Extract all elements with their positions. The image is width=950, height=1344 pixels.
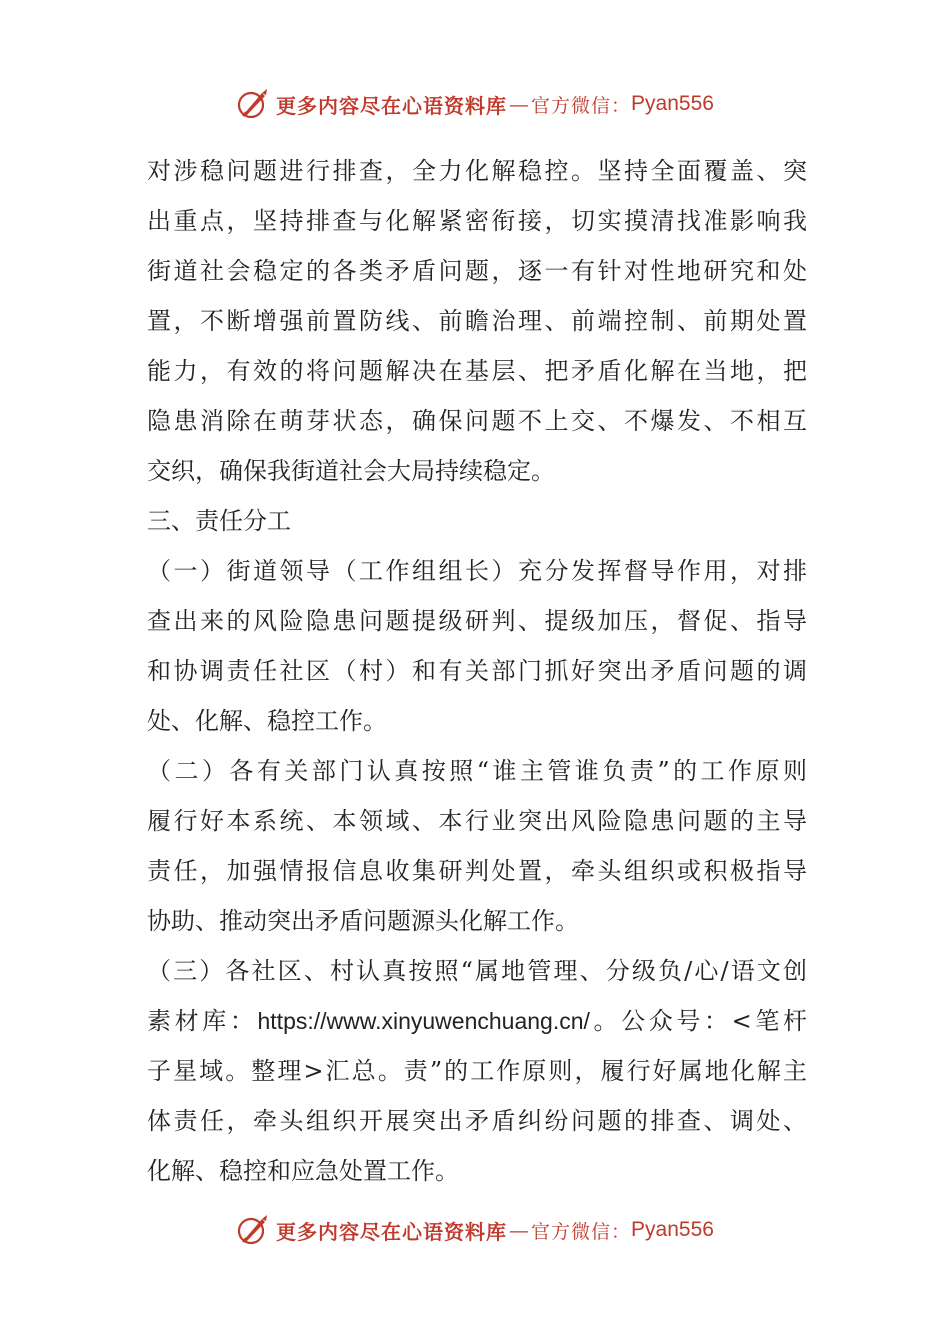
watermark-wechat-id: Pyan556 — [631, 92, 714, 115]
quill-pen-logo-icon — [236, 1213, 270, 1247]
quill-pen-logo-icon — [236, 87, 270, 121]
header-watermark — [0, 84, 950, 124]
text-line: 出重点，坚持排查与化解紧密衔接，切实摸清找准影响我 — [147, 207, 807, 235]
text-line: （三）各社区、村认真按照“属地管理、分级负/心/语文创 — [147, 957, 807, 985]
text-line: 化解、稳控和应急处置工作。 — [147, 1157, 459, 1185]
watermark-brand-text: 更多内容尽在心语资料库 — [276, 1219, 508, 1244]
watermark-dash: — — [509, 1218, 530, 1242]
text-line: 体责任，牵头组织开展突出矛盾纠纷问题的排查、调处、 — [147, 1107, 807, 1135]
text-line: （二）各有关部门认真按照“谁主管谁负责”的工作原则 — [147, 757, 807, 785]
text-line: 街道社会稳定的各类矛盾问题，逐一有针对性地研究和处 — [147, 257, 807, 285]
source-url-link[interactable]: https://www.xinyuwenchuang.cn/ — [257, 1008, 590, 1034]
section-heading: 三、责任分工 — [147, 507, 291, 535]
watermark-wechat-id: Pyan556 — [631, 1218, 714, 1241]
text-line: 处、化解、稳控工作。 — [147, 707, 387, 735]
text-line: 子星域。整理>汇总。责”的工作原则，履行好属地化解主 — [147, 1057, 807, 1085]
text-fragment: 。公众号：<笔杆 — [589, 1007, 808, 1035]
watermark-brand-text: 更多内容尽在心语资料库 — [276, 93, 508, 118]
text-line: 履行好本系统、本领域、本行业突出风险隐患问题的主导 — [147, 807, 807, 835]
text-line: （一）街道领导（工作组组长）充分发挥督导作用，对排 — [147, 557, 807, 585]
text-line: 查出来的风险隐患问题提级研判、提级加压，督促、指导 — [147, 607, 807, 635]
text-line: 交织，确保我街道社会大局持续稳定。 — [147, 457, 555, 485]
watermark-official-label: 官方微信： — [531, 94, 632, 117]
text-line: 隐患消除在萌芽状态，确保问题不上交、不爆发、不相互 — [147, 407, 807, 435]
text-line-with-link — [147, 996, 807, 1046]
text-line: 协助、推动突出矛盾问题源头化解工作。 — [147, 907, 579, 935]
text-line: 置，不断增强前置防线、前瞻治理、前端控制、前期处置 — [147, 307, 807, 335]
text-line: 对涉稳问题进行排查，全力化解稳控。坚持全面覆盖、突 — [147, 157, 807, 185]
text-line: 能力，有效的将问题解决在基层、把矛盾化解在当地，把 — [147, 357, 807, 385]
text-line: 和协调责任社区（村）和有关部门抓好突出矛盾问题的调 — [147, 657, 807, 685]
watermark-dash: — — [509, 92, 530, 116]
watermark-official-label: 官方微信： — [531, 1220, 632, 1243]
footer-watermark — [0, 1210, 950, 1250]
text-line: 责任，加强情报信息收集研判处置，牵头组织或积极指导 — [147, 857, 807, 885]
text-fragment: 素材库： — [147, 1007, 258, 1035]
document-body — [147, 146, 807, 1196]
